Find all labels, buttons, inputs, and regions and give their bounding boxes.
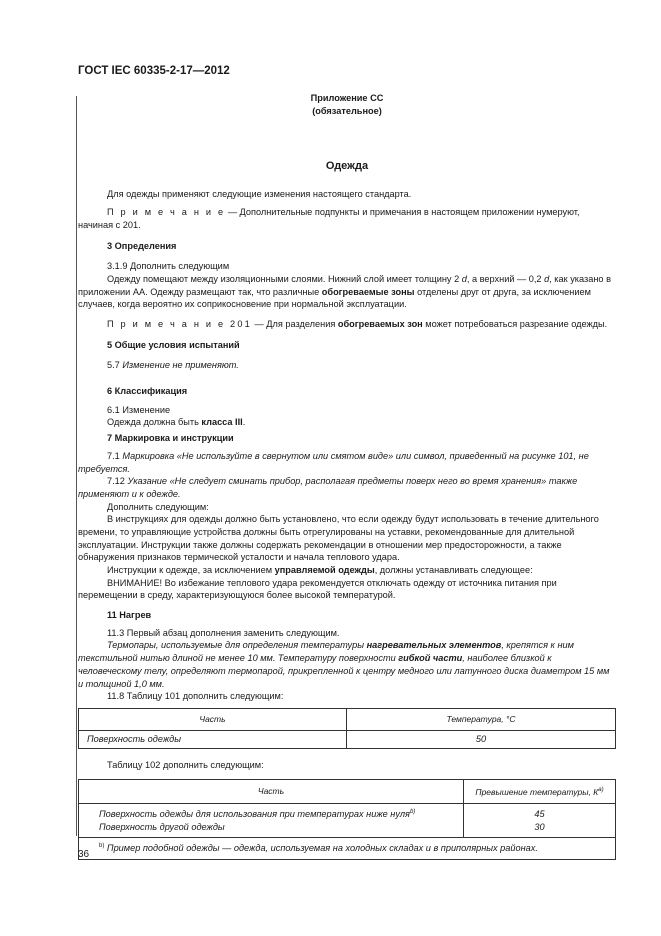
table-footnote [79,837,616,860]
term-bold: управляемой одежды [274,565,375,576]
clause-3-1-9: 3.1.9 Дополнить следующим [107,261,230,272]
table-header-row [79,780,616,804]
term-bold: гибкой части [398,653,463,664]
text-fragment: Поверхность одежды для использования при температурах ниже нуля [99,809,410,820]
superscript: а) [598,786,604,793]
clause-5-7 [78,359,616,372]
note-201 [78,318,616,331]
table-header-cell: Часть [79,780,464,804]
table-102 [78,779,616,860]
text-fragment: . [242,417,246,428]
table-cell [464,804,616,837]
clause-6-1-text [78,416,616,429]
footnote-text: Пример подобной одежды — одежда, используемая на холодных складах и в приполярных районах. [106,842,538,853]
clause-number: 7.12 [107,476,125,487]
annex-type: (обязательное) [312,105,382,116]
intro-text: Для одежды применяют следующие изменения настоящего стандарта. [107,188,412,199]
section-title: Одежда [325,160,369,173]
term-bold: нагревательных элементов [366,640,502,651]
clause-7-12-add: Дополнить следующим: [107,501,209,512]
table-102-intro: Таблицу 102 дополнить следующим: [107,759,264,770]
text-fragment: , крепятся к ним текстильной нитью длиной не менее 10 мм. Температуру поверхности [78,640,574,664]
clause-text: Указание «Не следует сминать прибор, располагая предметы поверх него во время хранения» также применяют и к одежде. [78,476,578,499]
superscript: b) [99,842,105,849]
clause-3-1-9-text [78,273,616,311]
clause-11-3: 11.3 Первый абзац дополнения заменить следующим. [107,627,340,638]
table-header-row [79,708,616,730]
clause-7-12-p1: В инструкциях для одежды должно быть установлено, что если одежду будут использовать в течение длительного времени, то управляющие устройства должны быть отрегулированы на уставки, рекомендованные для длительной эксплуатации. Инструкции также должны содержать рекомендации в отношении мер предосторожности, а также обнаружения признаков термической усталости и начала теплового удара. [78,514,599,563]
table-row [79,804,616,837]
document-header: ГОСТ IEC 60335-2-17—2012 [78,65,230,77]
text-fragment: , а верхний — 0,2 [466,273,545,284]
clause-7-12-p3: ВНИМАНИЕ! Во избежание теплового удара рекомендуется отключать одежду от источника питания при перемещении в среду, характеризующуюся более высокой температурой. [78,577,557,601]
clause-text: Маркировка «Не используйте в свернутом или смятом виде» или символ, приведенный на рисунке 101, не требуется. [78,450,589,474]
table-row [79,730,616,748]
text-fragment: d [461,273,467,284]
page-content [78,92,616,860]
table-footnote-row [79,837,616,860]
term-bold: класса III [201,417,243,428]
text-fragment: Одежду помещают между изоляционными слоями. Нижний слой имеет толщину 2 [107,273,462,284]
term-bold: обогреваемых зон [337,319,423,330]
margin-line [76,96,77,836]
table-cell: Поверхность одежды [79,730,347,748]
page-number: 36 [78,849,90,860]
clause-text: Изменение не применяют. [122,360,239,371]
header-text: Превышение температуры, К [475,786,599,797]
note-1-label: П р и м е ч а н и е [107,207,226,218]
text-fragment: может потребоваться разрезание одежды. [422,319,608,330]
annex-title: Приложение СС [310,93,384,103]
text-fragment: отделены друг от друга, за исключением случаев, когда вероятно их соприкосновение при нормальной эксплуатации. [78,286,591,310]
section-6-title: 6 Классификация [107,386,188,397]
table-header-cell: Часть [79,708,347,730]
text-fragment: , как указано в приложении АА. Одежду размещают так, что различные [78,273,611,297]
clause-11-3-text [78,639,616,690]
table-header-cell: Температура, °С [347,708,616,730]
row-2-part: Поверхность другой одежды [99,822,225,833]
text-fragment: , наиболее близкой к человеческому телу, определяют термопарой, прикрепленной к центру медного или латунного диска диаметром 15 мм и толщиной 1,0 мм. [78,653,610,689]
table-cell: 50 [347,730,616,748]
section-5-title: 5 Общие условия испытаний [107,339,240,350]
text-fragment: Термопары, используемые для определения температуры [107,640,367,651]
text-fragment: d [544,273,550,284]
row-2-value: 30 [534,822,545,833]
superscript: b) [409,809,416,816]
clause-number: 5.7 [107,360,120,371]
note-201-label: П р и м е ч а н и е 201 [107,319,252,330]
clause-7-1 [78,450,616,475]
table-header-cell [464,780,616,804]
clause-7-12 [78,475,616,500]
table-cell [79,804,464,837]
section-7-title: 7 Маркировка и инструкции [107,433,234,444]
table-101 [78,708,616,749]
text-fragment: , должны устанавливать следующее: [374,565,533,576]
term-bold: обогреваемые зоны [321,286,415,297]
clause-number: 7.1 [107,450,120,461]
row-1-value: 45 [534,809,545,820]
row-1-part [99,808,457,821]
text-fragment: Инструкции к одежде, за исключением [107,565,275,576]
note-1-text: — Дополнительные подпункты и примечания в настоящем приложении нумеруют, начиная с 201. [78,207,580,230]
section-3-title: 3 Определения [107,240,177,251]
text-fragment: Одежда должна быть [107,417,202,428]
clause-6-1: 6.1 Изменение [107,404,171,415]
note-1 [78,206,616,231]
clause-11-8: 11.8 Таблицу 101 дополнить следующим: [107,691,284,702]
clause-7-12-p2 [78,564,616,577]
text-fragment: — Для разделения [251,319,338,330]
section-11-title: 11 Нагрев [107,610,152,621]
